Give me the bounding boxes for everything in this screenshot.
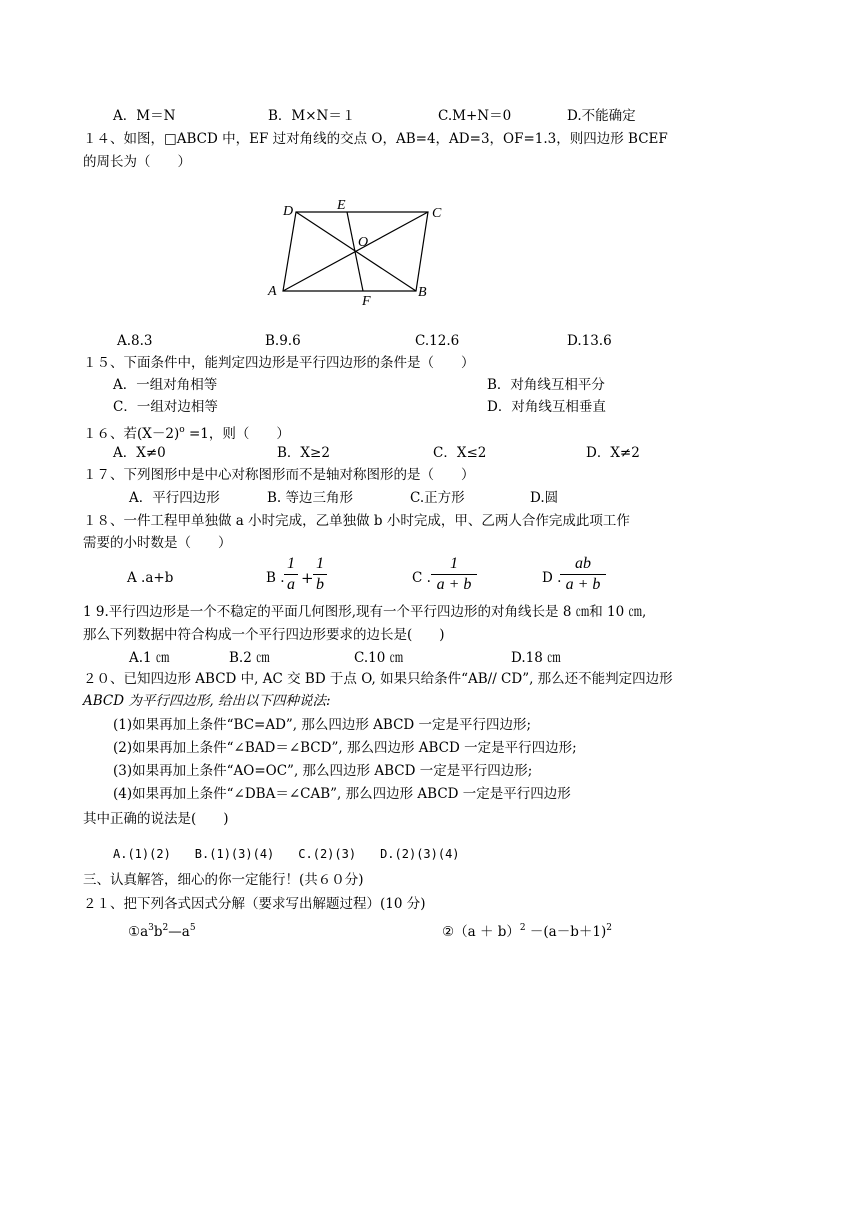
q17-option-b: B. 等边三角形	[267, 490, 354, 506]
label-c: C	[432, 206, 442, 221]
q20-statement-1: (1)如果再加上条件“BC=AD”, 那么四边形 ABCD 一定是平行四边形;	[113, 717, 532, 733]
q15-option-a: A．一组对角相等	[113, 377, 218, 393]
q21-p1-b: b	[153, 924, 163, 940]
label-e: E	[337, 198, 346, 213]
q13-option-c: C.M+N＝0	[438, 108, 512, 124]
q21-p2-s1: 2	[519, 923, 526, 933]
q21-p1-a: ①a	[128, 924, 149, 940]
q15-stem: １５、下面条件中，能判定四边形是平行四边形的条件是（ ）	[83, 355, 475, 371]
q21-stem: ２１、把下列各式因式分解（要求写出解题过程）(10 分)	[83, 896, 426, 912]
q20-statement-2: (2)如果再加上条件“∠BAD＝∠BCD”, 那么四边形 ABCD 一定是平行四边形;	[113, 740, 577, 756]
q18-option-b-fraction-2	[313, 555, 327, 594]
q21-p1-c: —a	[168, 924, 190, 940]
q18-option-a: A .a+b	[127, 570, 174, 586]
q17-stem: １７、下列图形中是中心对称图形而不是轴对称图形的是（ ）	[83, 467, 475, 483]
q16-stem-a: １６、若(X－2)	[83, 426, 180, 442]
q16-option-b: B．X≥2	[277, 445, 330, 461]
q18-option-d-fraction	[560, 555, 606, 594]
q18-option-d-prefix: D .	[542, 570, 562, 586]
q15-option-c: C．一组对边相等	[113, 399, 218, 415]
q17-option-c: C.正方形	[410, 490, 465, 506]
q19-option-c: C.10 ㎝	[354, 650, 404, 666]
q13-option-d: D.不能确定	[567, 108, 636, 124]
segment-ef	[347, 212, 363, 291]
q19-option-b: B.2 ㎝	[229, 650, 270, 666]
q14-stem-line2: 的周长为（ ）	[83, 154, 191, 170]
q21-p1-s3: 5	[189, 923, 196, 933]
fraction-numerator: ab	[575, 555, 591, 572]
q20-statement-3: (3)如果再加上条件“AO=OC”, 那么四边形 ABCD 一定是平行四边形;	[113, 763, 533, 779]
label-d: D	[283, 204, 294, 219]
q21-part-2	[442, 919, 612, 941]
fraction-numerator: 1	[287, 555, 295, 572]
q14-stem-line1: １４、如图，□ABCD 中，EF 过对角线的交点 O，AB=4，AD=3，OF=1.3，则四边形 BCEF	[83, 131, 668, 147]
fraction-denominator: a	[287, 576, 295, 593]
q19-stem-line2: 那么下列数据中符合构成一个平行四边形要求的边长是( )	[83, 627, 445, 643]
q20-statement-4: (4)如果再加上条件“∠DBA＝∠CAB”, 那么四边形 ABCD 一定是平行四边形	[113, 786, 571, 802]
q21-p1-s1: 3	[148, 923, 154, 933]
q18-option-b-prefix: B .	[266, 570, 285, 586]
q21-p2-s2: 2	[606, 923, 612, 933]
fraction-denominator: b	[316, 576, 324, 593]
q18-option-c-prefix: C .	[412, 570, 431, 586]
fraction-numerator: 1	[316, 555, 324, 572]
q18-stem-line1: １８、一件工程甲单独做 a 小时完成，乙单独做 b 小时完成，甲、乙两人合作完成此项工作	[83, 513, 630, 529]
q18-option-c-fraction	[431, 555, 477, 594]
q19-stem-line1: 1 9.平行四边形是一个不稳定的平面几何图形,现有一个平行四边形的对角线长是 8 ㎝和 10 ㎝,	[83, 604, 647, 620]
q21-p2-b: －(a－b＋1)	[525, 924, 607, 940]
q15-option-b: B．对角线互相平分	[487, 377, 605, 393]
q14-option-c: C.12.6	[415, 333, 460, 349]
fraction-denominator: a + b	[436, 576, 472, 593]
diagonal-bd	[296, 212, 416, 291]
q21-p2-a: ②（a ＋ b）	[442, 924, 520, 940]
q18-option-b-fraction-1	[284, 555, 298, 594]
label-o: O	[358, 235, 369, 250]
q15-option-d: D．对角线互相垂直	[487, 399, 606, 415]
q16-stem-b: =1，则（ ）	[184, 426, 290, 442]
q17-option-a: A．平行四边形	[129, 490, 220, 506]
q20-stem-line1: ２０、已知四边形 ABCD 中, AC 交 BD 于点 O, 如果只给条件“AB// CD”, 那么还不能判定四边形	[83, 671, 673, 687]
q13-option-a: A．M＝N	[113, 108, 176, 124]
q20-options: A.(1)(2) B.(1)(3)(4) C.(2)(3) D.(2)(3)(4)	[113, 847, 460, 861]
label-b: B	[418, 285, 427, 300]
section-3-heading: 三、认真解答，细心的你一定能行！(共６０分)	[83, 872, 364, 888]
q14-option-a: A.8.3	[117, 333, 153, 349]
fraction-denominator: a + b	[565, 576, 601, 593]
q16-stem-sup: o	[179, 425, 185, 435]
q16-option-c: C．X≤2	[433, 445, 487, 461]
q14-option-b: B.9.6	[265, 333, 301, 349]
q21-p1-s2: 2	[162, 923, 169, 933]
q21-part-1	[128, 919, 196, 941]
q16-stem	[83, 421, 290, 443]
q18-option-b-plus: +	[301, 569, 314, 587]
label-a: A	[268, 284, 277, 299]
label-f: F	[362, 294, 371, 309]
q19-option-a: A.1 ㎝	[129, 650, 170, 666]
q16-option-a: A．X≠0	[113, 445, 166, 461]
q17-option-d: D.圆	[530, 490, 559, 506]
q14-option-d: D.13.6	[567, 333, 612, 349]
q19-option-d: D.18 ㎝	[511, 650, 561, 666]
q18-stem-line2: 需要的小时数是（ ）	[83, 535, 232, 551]
q20-conclusion: 其中正确的说法是( )	[83, 811, 229, 827]
q13-option-b: B．M×N＝１	[268, 108, 356, 124]
q16-option-d: D．X≠2	[586, 445, 640, 461]
fraction-numerator: 1	[450, 555, 458, 572]
q20-stem-line2: ABCD 为平行四边形, 给出以下四种说法:	[83, 693, 331, 709]
parallelogram-figure	[265, 195, 465, 315]
